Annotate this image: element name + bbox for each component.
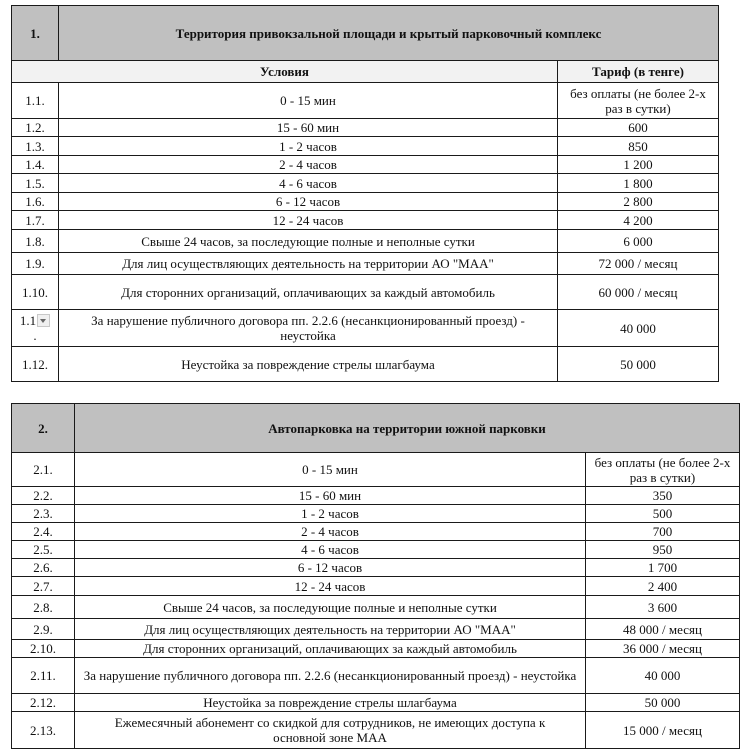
row-condition: Для сторонних организаций, оплачивающих за каждый автомобиль xyxy=(59,275,558,310)
row-condition: 1 - 2 часов xyxy=(59,137,558,156)
row-number-cell xyxy=(12,310,59,347)
row-tariff: 950 xyxy=(586,541,740,559)
table-row xyxy=(12,453,740,487)
row-condition: 15 - 60 мин xyxy=(75,487,586,505)
table-row xyxy=(12,596,740,619)
row-tariff: 48 000 / месяц xyxy=(586,619,740,640)
table-row xyxy=(12,119,719,137)
table2-number: 2. xyxy=(12,404,75,453)
row-number-dot: . xyxy=(33,328,37,344)
row-condition: Для сторонних организаций, оплачивающих за каждый автомобиль xyxy=(75,640,586,658)
row-number: 1.8. xyxy=(12,230,59,253)
row-number: 2.12. xyxy=(12,694,75,712)
table2-header-row xyxy=(12,404,740,453)
row-condition: 4 - 6 часов xyxy=(75,541,586,559)
row-number: 2.3. xyxy=(12,505,75,523)
row-number: 2.13. xyxy=(12,712,75,749)
row-number: 1.3. xyxy=(12,137,59,156)
row-tariff: 50 000 xyxy=(558,347,719,382)
row-tariff: 500 xyxy=(586,505,740,523)
row-tariff: 36 000 / месяц xyxy=(586,640,740,658)
table1-column-header-row xyxy=(12,61,719,83)
table-row xyxy=(12,137,719,156)
row-tariff: 600 xyxy=(558,119,719,137)
table-row xyxy=(12,211,719,230)
table-row xyxy=(12,640,740,658)
row-tariff: 700 xyxy=(586,523,740,541)
table-row xyxy=(12,559,740,577)
table-row xyxy=(12,505,740,523)
row-number: 1.4. xyxy=(12,156,59,174)
row-tariff: 1 800 xyxy=(558,174,719,193)
row-number: 1.9. xyxy=(12,253,59,275)
row-tariff: 4 200 xyxy=(558,211,719,230)
dropdown-arrow-icon[interactable] xyxy=(37,314,50,327)
row-condition: 12 - 24 часов xyxy=(75,577,586,596)
row-number: 2.4. xyxy=(12,523,75,541)
row-condition: 15 - 60 мин xyxy=(59,119,558,137)
table-row xyxy=(12,523,740,541)
table2-title: Автопарковка на территории южной парковки xyxy=(75,404,740,453)
row-condition: 0 - 15 мин xyxy=(75,453,586,487)
row-number: 1.6. xyxy=(12,193,59,211)
row-tariff: 15 000 / месяц xyxy=(586,712,740,749)
row-condition: 6 - 12 часов xyxy=(75,559,586,577)
row-condition: Ежемесячный абонемент со скидкой для сотрудников, не имеющих доступа к основной зоне МАА xyxy=(75,712,586,749)
row-condition: 0 - 15 мин xyxy=(59,83,558,119)
row-tariff: 2 800 xyxy=(558,193,719,211)
table1-title: Территория привокзальной площади и крытый парковочный комплекс xyxy=(59,6,719,61)
row-condition: 4 - 6 часов xyxy=(59,174,558,193)
row-number: 2.2. xyxy=(12,487,75,505)
table-row xyxy=(12,193,719,211)
row-number: 2.6. xyxy=(12,559,75,577)
row-number: 2.9. xyxy=(12,619,75,640)
row-tariff: 1 700 xyxy=(586,559,740,577)
row-condition: 2 - 4 часов xyxy=(75,523,586,541)
table-row xyxy=(12,541,740,559)
row-number: 2.7. xyxy=(12,577,75,596)
row-tariff: 3 600 xyxy=(586,596,740,619)
row-tariff: 6 000 xyxy=(558,230,719,253)
row-condition: 1 - 2 часов xyxy=(75,505,586,523)
table-row xyxy=(12,619,740,640)
row-number: 1.1 xyxy=(19,312,37,328)
table-row xyxy=(12,83,719,119)
row-condition: За нарушение публичного договора пп. 2.2.6 (несанкционированный проезд) - неустойка xyxy=(59,310,558,347)
tariff-table-2 xyxy=(11,403,740,749)
row-tariff: 2 400 xyxy=(586,577,740,596)
row-tariff: 350 xyxy=(586,487,740,505)
table1-number: 1. xyxy=(12,6,59,61)
table-row xyxy=(12,310,719,347)
table-row xyxy=(12,694,740,712)
row-tariff: 50 000 xyxy=(586,694,740,712)
table-row xyxy=(12,577,740,596)
row-condition: Неустойка за повреждение стрелы шлагбаума xyxy=(59,347,558,382)
table-row xyxy=(12,230,719,253)
table-row xyxy=(12,253,719,275)
column-header-conditions: Условия xyxy=(12,61,558,83)
row-condition: 6 - 12 часов xyxy=(59,193,558,211)
row-condition: Свыше 24 часов, за последующие полные и неполные сутки xyxy=(59,230,558,253)
row-tariff: 60 000 / месяц xyxy=(558,275,719,310)
table-row xyxy=(12,174,719,193)
row-number: 1.5. xyxy=(12,174,59,193)
table-row xyxy=(12,658,740,694)
row-tariff: 850 xyxy=(558,137,719,156)
row-number: 1.1. xyxy=(12,83,59,119)
row-number: 2.5. xyxy=(12,541,75,559)
row-condition: Неустойка за повреждение стрелы шлагбаума xyxy=(75,694,586,712)
row-condition: 12 - 24 часов xyxy=(59,211,558,230)
row-number: 2.8. xyxy=(12,596,75,619)
row-condition: Для лиц осуществляющих деятельность на территории АО "МАА" xyxy=(59,253,558,275)
row-number: 2.11. xyxy=(12,658,75,694)
table-row xyxy=(12,487,740,505)
table1-header-row xyxy=(12,6,719,61)
row-tariff: без оплаты (не более 2-х раз в сутки) xyxy=(586,453,740,487)
table-row xyxy=(12,156,719,174)
row-tariff: без оплаты (не более 2-х раз в сутки) xyxy=(558,83,719,119)
row-tariff: 40 000 xyxy=(586,658,740,694)
row-number: 2.1. xyxy=(12,453,75,487)
table-row xyxy=(12,712,740,749)
row-number: 2.10. xyxy=(12,640,75,658)
row-number: 1.2. xyxy=(12,119,59,137)
row-condition: За нарушение публичного договора пп. 2.2.6 (несанкционированный проезд) - неустойка xyxy=(75,658,586,694)
row-tariff: 1 200 xyxy=(558,156,719,174)
table-row xyxy=(12,275,719,310)
column-header-tariff: Тариф (в тенге) xyxy=(558,61,719,83)
row-condition: Свыше 24 часов, за последующие полные и неполные сутки xyxy=(75,596,586,619)
tariff-table-1 xyxy=(11,5,719,382)
table-row xyxy=(12,347,719,382)
row-number: 1.12. xyxy=(12,347,59,382)
row-condition: 2 - 4 часов xyxy=(59,156,558,174)
row-tariff: 72 000 / месяц xyxy=(558,253,719,275)
row-condition: Для лиц осуществляющих деятельность на территории АО "МАА" xyxy=(75,619,586,640)
row-tariff: 40 000 xyxy=(558,310,719,347)
row-number: 1.7. xyxy=(12,211,59,230)
row-number: 1.10. xyxy=(12,275,59,310)
